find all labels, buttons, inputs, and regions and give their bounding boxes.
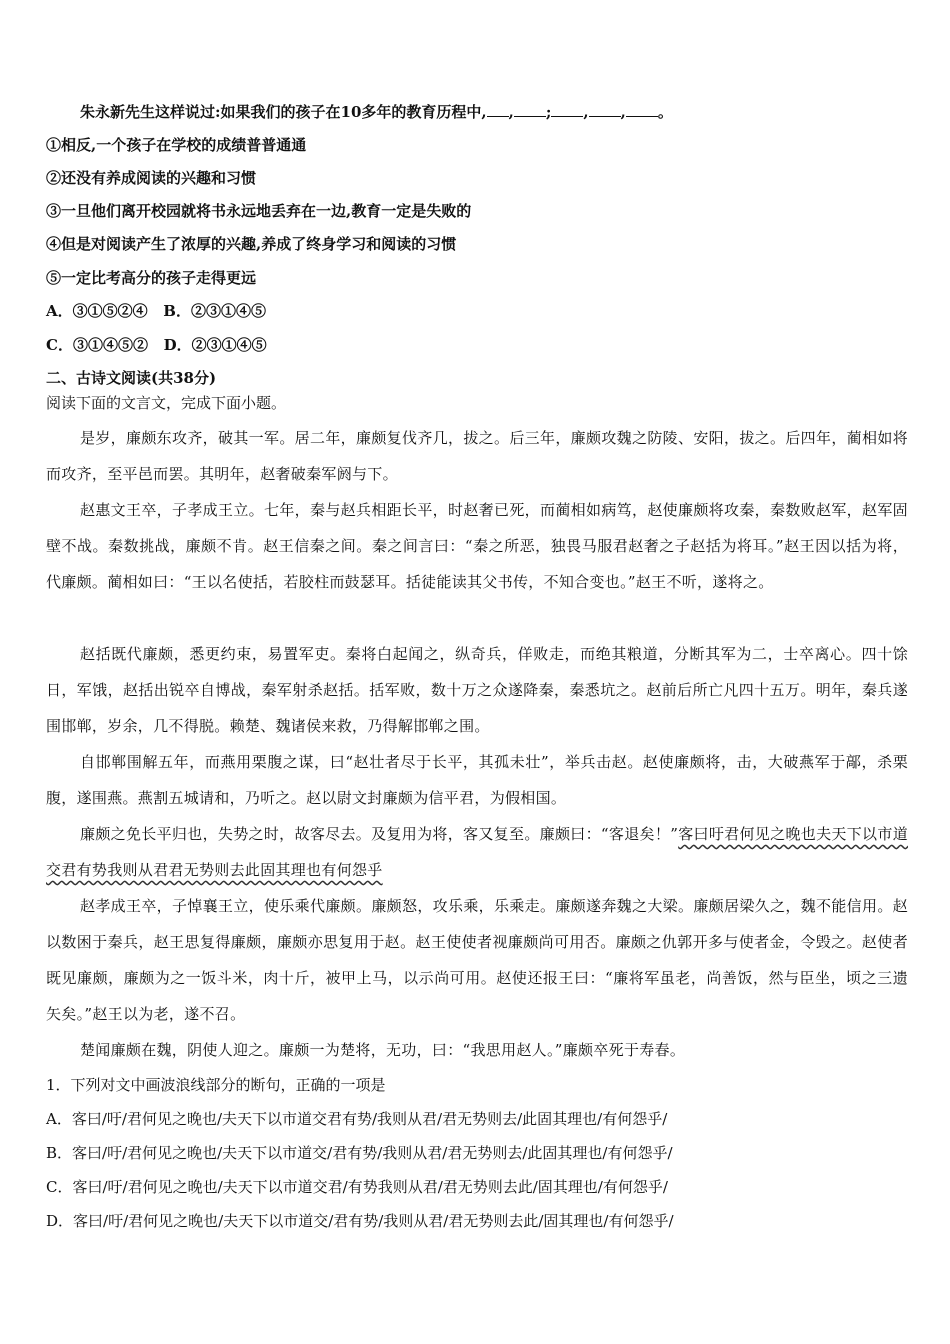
sentence-item-5: ⑤一定比考高分的孩子走得更远 (46, 269, 257, 287)
blank-2 (514, 102, 546, 117)
section-instruction: 阅读下面的文言文，完成下面小题。 (46, 394, 287, 412)
question-1-stem: 1．下列对文中画波浪线部分的断句，正确的一项是 (46, 1076, 386, 1094)
answer-options-cd: C．③①④⑤② D．②③①④⑤ (46, 336, 267, 354)
sentence-item-3: ③一旦他们离开校园就将书永远地丢弃在一边,教育一定是失败的 (46, 202, 472, 220)
blank-3 (551, 102, 583, 117)
passage-paragraph-2: 赵惠文王卒，子孝成王立。七年，秦与赵兵相距长平，时赵奢已死，而蔺相如病笃，赵使廉颇将攻秦，秦数败赵军，赵军固壁不战。秦数挑战，廉颇不肯。赵王信秦之间。秦之间言曰：“秦之所恶，独畏马服君赵奢之子赵括为将耳。”赵王因以括为将，代廉颇。蔺相如曰：“王以名使括，若胶柱而鼓瑟耳。括徒能读其父书传，不知合变也。”赵王不听，遂将之。 (46, 501, 908, 591)
section-title: 二、古诗文阅读(共38分) (46, 369, 217, 387)
answer-options-ab: A．③①⑤②④ B．②③①④⑤ (46, 302, 266, 320)
wavy-underlined-sentence: 客曰吁君何见之晚也夫天下以市道交君有势我则从君君无势则去此固其理也有何怨乎 (46, 825, 908, 879)
passage-paragraph-6: 赵孝成王卒，子悼襄王立，使乐乘代廉颇。廉颇怒，攻乐乘，乐乘走。廉颇遂奔魏之大梁。廉颇居梁久之，魏不能信用。赵以数困于秦兵，赵王思复得廉颇，廉颇亦思复用于赵。赵王使使者视廉颇尚可用否。廉颇之仇郭开多与使者金，令毁之。赵使者既见廉颇，廉颇为之一饭斗米，肉十斤，被甲上马，以示尚可用。赵使还报王曰：“廉将军虽老，尚善饭，然与臣坐，顷之三遗矢矣。”赵王以为老，遂不召。 (46, 897, 908, 1023)
sentence-item-4: ④但是对阅读产生了浓厚的兴趣,养成了终身学习和阅读的习惯 (46, 235, 457, 253)
passage-paragraph-7: 楚闻廉颇在魏，阴使人迎之。廉颇一为楚将，无功，曰：“我思用赵人。”廉颇卒死于寿春。 (80, 1041, 686, 1059)
passage-paragraph-4: 自邯郸围解五年，而燕用栗腹之谋，曰“赵壮者尽于长平，其孤未壮”，举兵击赵。赵使廉颇将，击，大破燕军于鄗，杀栗腹，遂围燕。燕割五城请和，乃听之。赵以尉文封廉颇为信平君，为假相国。 (46, 753, 908, 807)
blank-5 (626, 102, 658, 117)
question-intro: 朱永新先生这样说过:如果我们的孩子在10多年的教育历程中, , ; , , 。 (80, 103, 673, 121)
question-1-option-a: A．客曰/吁/君何见之晚也/夫天下以市道交君有势/我则从君/君无势则去/此固其理也/有何怨乎/ (46, 1110, 668, 1128)
blank-1 (487, 102, 509, 117)
question-1-option-b: B．客曰/吁/君何见之晚也/夫天下以市道交/君有势/我则从君/君无势则去/此固其理也/有何怨乎/ (46, 1144, 673, 1162)
blank-4 (589, 102, 621, 117)
sentence-item-2: ②还没有养成阅读的兴趣和习惯 (46, 169, 257, 187)
passage-paragraph-3: 赵括既代廉颇，悉更约束，易置军吏。秦将白起闻之，纵奇兵，佯败走，而绝其粮道，分断其军为二，士卒离心。四十馀日，军饿，赵括出锐卒自博战，秦军射杀赵括。括军败，数十万之众遂降秦，秦悉坑之。赵前后所亡凡四十五万。明年，秦兵遂围邯郸，岁余，几不得脱。赖楚、魏诸侯来救，乃得解邯郸之围。 (46, 645, 908, 735)
question-1-option-d: D．客曰/吁/君何见之晚也/夫天下以市道交/君有势/我则从君/君无势则去此/固其理也/有何怨乎/ (46, 1212, 674, 1230)
passage-paragraph-5: 廉颇之免长平归也，失势之时，故客尽去。及复用为将，客又复至。廉颇曰：“客退矣！”客曰吁君何见之晚也夫天下以市道交君有势我则从君君无势则去此固其理也有何怨乎 (46, 825, 908, 879)
question-1-option-c: C．客曰/吁/君何见之晚也/夫天下以市道交君/有势我则从君/君无势则去此/固其理也/有何怨乎/ (46, 1178, 668, 1196)
sentence-item-1: ①相反,一个孩子在学校的成绩普普通通 (46, 136, 307, 154)
passage-paragraph-1: 是岁，廉颇东攻齐，破其一军。居二年，廉颇复伐齐几，拔之。后三年，廉颇攻魏之防陵、安阳，拔之。后四年，蔺相如将而攻齐，至平邑而罢。其明年，赵奢破秦军阏与下。 (46, 429, 908, 483)
